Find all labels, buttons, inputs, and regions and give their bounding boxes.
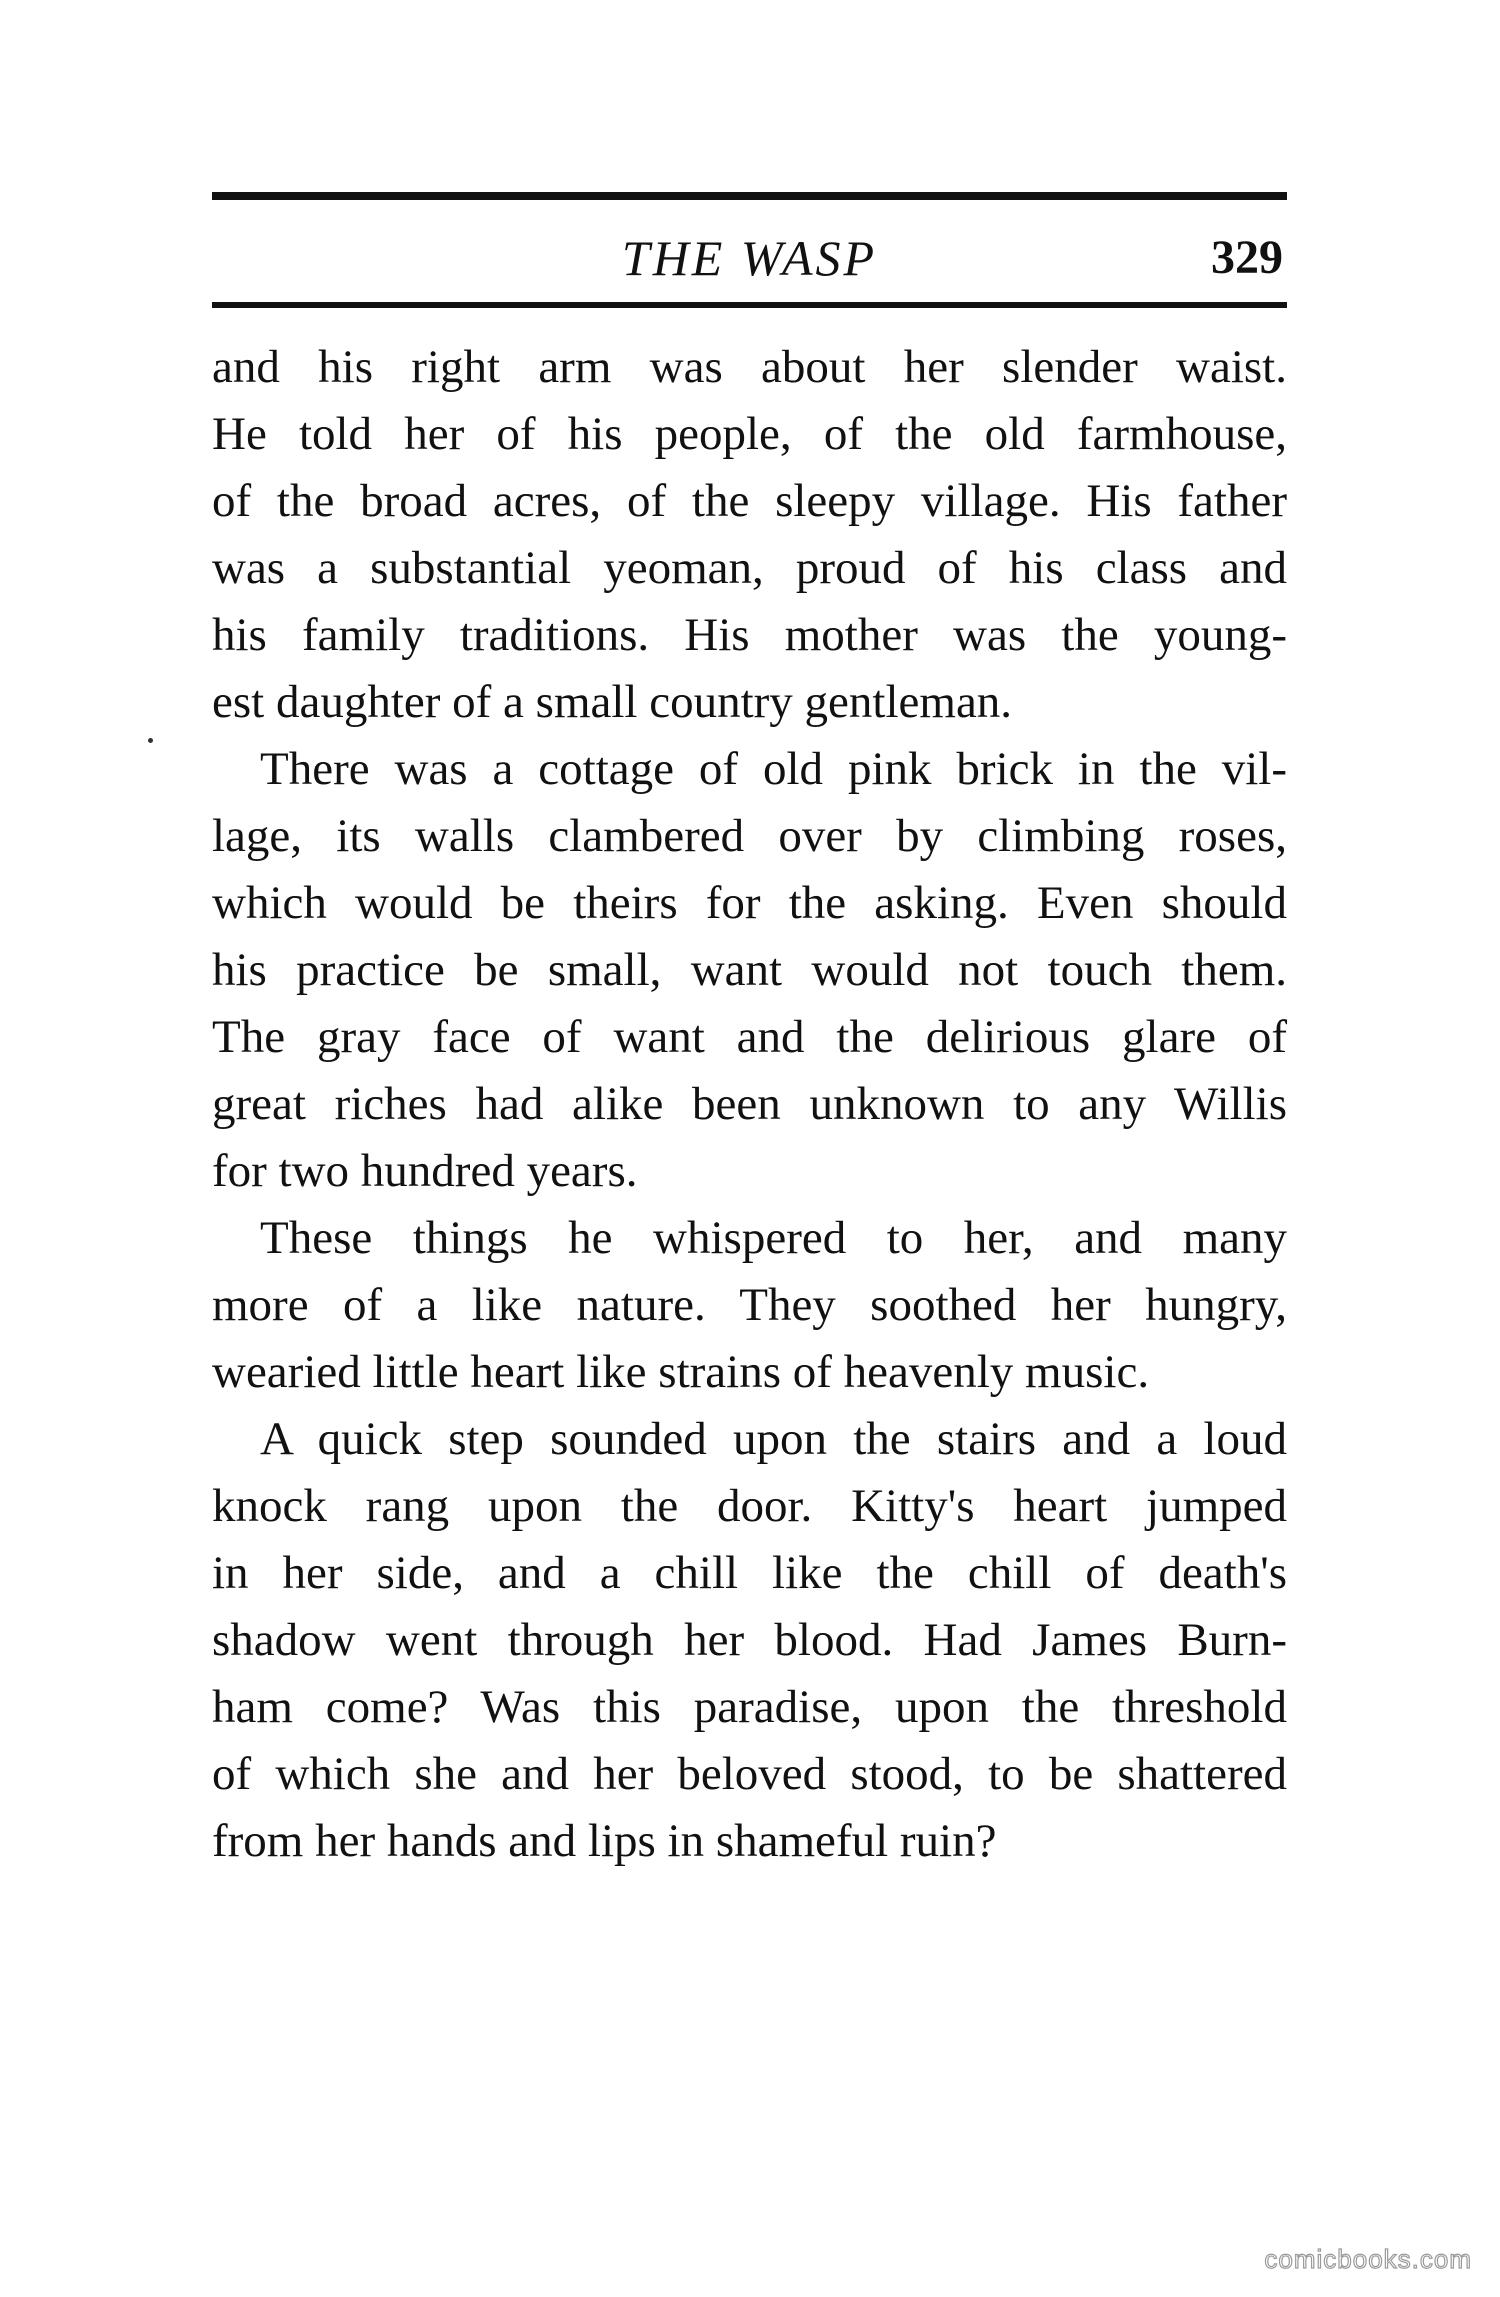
header-top-rule [212,192,1287,200]
text-line: shadow went through her blood. Had James Burn- [212,1614,1287,1666]
text-line: lage, its walls clambered over by climbing roses, [212,810,1287,862]
header-bottom-rule [212,302,1287,308]
text-line: He told her of his people, of the old farmhouse, [212,408,1287,460]
running-header [212,206,1287,296]
text-line: est daughter of a small country gentleman. [212,676,1013,728]
body-text [212,334,1287,1875]
text-line: of which she and her beloved stood, to be shattered [212,1748,1287,1800]
text-line: was a substantial yeoman, proud of his class and [212,542,1287,594]
text-line: These things he whispered to her, and many [260,1212,1287,1264]
text-line: from her hands and lips in shameful ruin? [212,1815,997,1867]
text-line: There was a cottage of old pink brick in the vil- [260,743,1287,795]
page-number: 329 [1211,231,1283,284]
text-line: great riches had alike been unknown to any Willis [212,1078,1287,1130]
text-line: and his right arm was about her slender waist. [212,341,1287,393]
text-line: A quick step sounded upon the stairs and a loud [260,1413,1287,1465]
text-line: knock rang upon the door. Kitty's heart jumped [212,1480,1287,1532]
text-line: The gray face of want and the delirious glare of [212,1011,1287,1063]
text-line: which would be theirs for the asking. Even should [212,877,1287,929]
text-line: wearied little heart like strains of heavenly music. [212,1346,1150,1398]
text-line: for two hundred years. [212,1145,638,1197]
text-line: in her side, and a chill like the chill of death's [212,1547,1287,1599]
margin-speck [148,738,153,743]
text-line: of the broad acres, of the sleepy village. His father [212,475,1287,527]
text-line: his practice be small, want would not touch them. [212,944,1287,996]
running-title: THE WASP [621,230,878,286]
text-line: ham come? Was this paradise, upon the threshold [212,1681,1287,1733]
watermark: comicbooks.com [1264,2244,1472,2274]
text-line: more of a like nature. They soothed her hungry, [212,1279,1287,1331]
text-line: his family traditions. His mother was the young- [212,609,1287,661]
